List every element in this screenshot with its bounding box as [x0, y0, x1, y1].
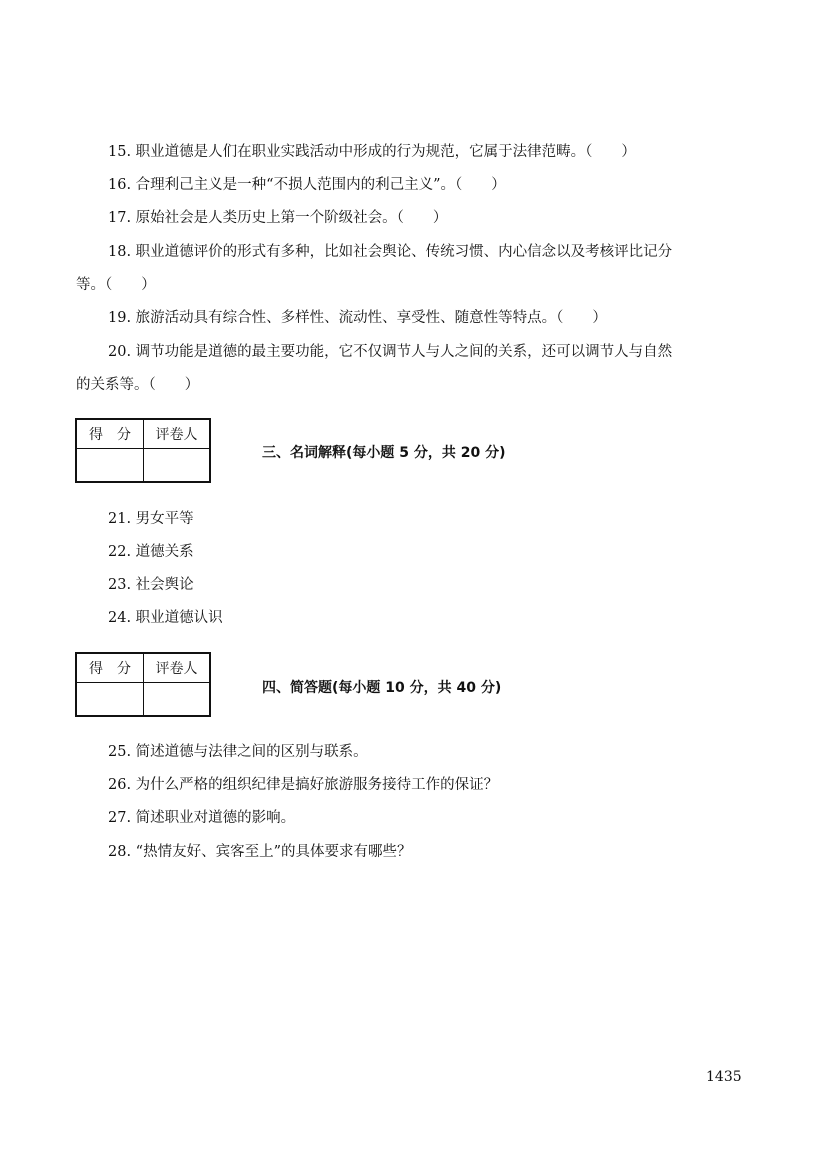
question-text: “热情友好、宾客至上”的具体要求有哪些？	[135, 844, 412, 860]
question-17	[108, 208, 447, 228]
question-text: 调节功能是道德的最主要功能，它不仅调节人与人之间的关系，还可以调节人与自然	[135, 344, 673, 360]
question-number: 16.	[108, 177, 132, 193]
question-number: 21.	[108, 511, 132, 527]
question-text: 职业道德是人们在职业实践活动中形成的行为规范，它属于法律范畴。（ ）	[135, 144, 636, 160]
score-cell	[76, 683, 144, 717]
question-text: 为什么严格的组织纪律是搞好旅游服务接待工作的保证？	[135, 777, 499, 793]
grader-label: 评卷人	[144, 653, 211, 683]
question-20	[108, 342, 672, 362]
question-number: 20.	[108, 344, 132, 360]
question-text: 简述职业对道德的影响。	[135, 810, 296, 826]
score-cell	[76, 449, 144, 483]
question-number: 15.	[108, 144, 132, 160]
question-18	[108, 242, 672, 262]
question-text: 道德关系	[135, 544, 194, 560]
question-16	[108, 175, 506, 195]
page-number: 1435	[706, 1069, 742, 1085]
question-21	[108, 509, 194, 529]
question-27	[108, 808, 295, 828]
grader-label: 评卷人	[144, 419, 211, 449]
question-26	[108, 775, 498, 795]
question-23	[108, 575, 194, 595]
section-title: 四、简答题(每小题 10 分，共 40 分)	[262, 680, 502, 696]
question-text: 职业道德认识	[135, 610, 223, 626]
question-number: 18.	[108, 244, 132, 260]
question-number: 24.	[108, 610, 132, 626]
question-text: 原始社会是人类历史上第一个阶级社会。（ ）	[135, 210, 448, 226]
question-19	[108, 308, 607, 328]
question-text: 职业道德评价的形式有多种，比如社会舆论、传统习惯、内心信念以及考核评比记分	[135, 244, 673, 260]
question-number: 17.	[108, 210, 132, 226]
grader-cell	[144, 449, 211, 483]
score-label: 得 分	[76, 653, 144, 683]
question-24	[108, 608, 223, 628]
question-number: 25.	[108, 744, 132, 760]
question-number: 19.	[108, 310, 132, 326]
score-label: 得 分	[76, 419, 144, 449]
question-text: 社会舆论	[135, 577, 194, 593]
score-box	[75, 418, 211, 483]
question-22	[108, 542, 194, 562]
question-18-continuation: 等。（ ）	[76, 277, 156, 293]
question-number: 22.	[108, 544, 132, 560]
question-text: 男女平等	[135, 511, 194, 527]
question-text: 合理利己主义是一种“不损人范围内的利己主义”。（ ）	[135, 177, 506, 193]
section-title: 三、名词解释(每小题 5 分，共 20 分)	[262, 445, 506, 461]
question-15	[108, 142, 636, 162]
question-25	[108, 742, 368, 762]
question-number: 23.	[108, 577, 132, 593]
question-20-continuation: 的关系等。（ ）	[76, 377, 200, 393]
grader-cell	[144, 683, 211, 717]
question-28	[108, 842, 412, 862]
question-number: 28.	[108, 844, 132, 860]
question-number: 27.	[108, 810, 132, 826]
question-text: 简述道德与法律之间的区别与联系。	[135, 744, 368, 760]
question-text: 旅游活动具有综合性、多样性、流动性、享受性、随意性等特点。（ ）	[135, 310, 607, 326]
question-number: 26.	[108, 777, 132, 793]
score-box	[75, 652, 211, 717]
